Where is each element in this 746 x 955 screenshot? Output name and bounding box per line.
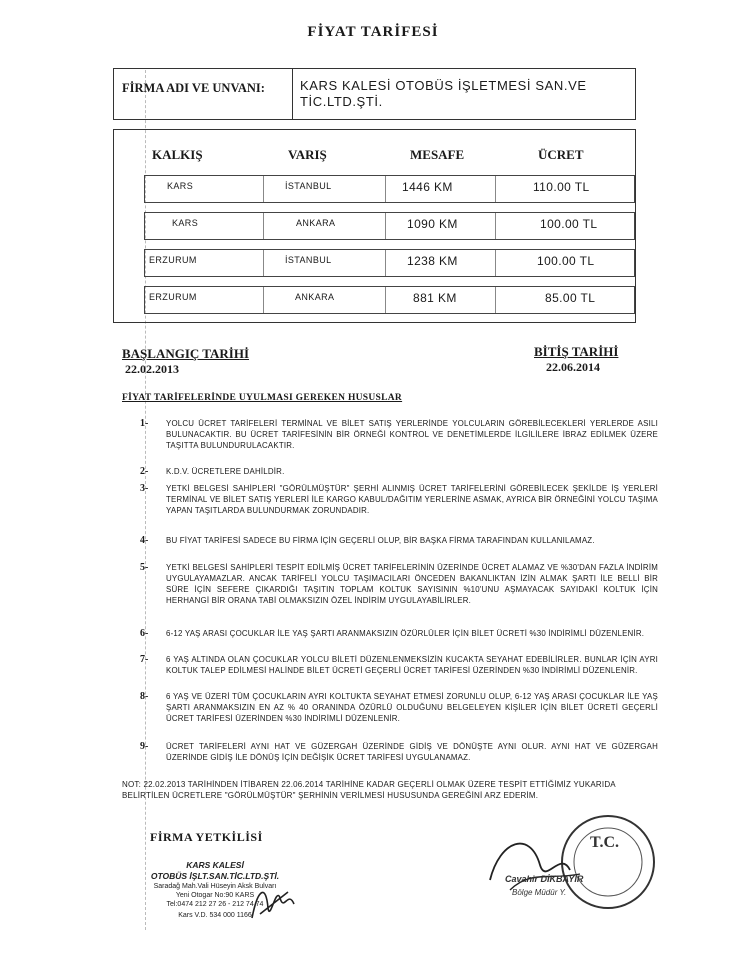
- column-divider: [385, 250, 386, 276]
- stamp-company-type: OTOBÜS İŞLT.SAN.TİC.LTD.ŞTİ.: [150, 871, 280, 881]
- rule-number: 1-: [140, 418, 149, 429]
- officer-name: Cavahir DİKBAYIR: [505, 874, 584, 884]
- rule-number: 6-: [140, 628, 149, 639]
- firm-divider: [292, 69, 293, 119]
- cell-distance: 1238 KM: [407, 254, 458, 268]
- table-row: [144, 175, 635, 203]
- end-date-label: BİTİŞ TARİHİ: [534, 344, 619, 359]
- handwritten-signature-icon: [248, 878, 300, 926]
- column-divider: [385, 176, 386, 202]
- rule-text: YETKİ BELGESİ SAHİPLERİ TESPİT EDİLMİŞ ÜCRET TARİFELERİNİN ÜZERİNDE ÜCRET ALAMAZ VE %30'DAN FAZLA İNDİRİM UYGULAYAMAZLAR. ANCAK TARİFELİ YOLCU TAŞIMACILARI ÖNCEDEN BAKANLIKTAN İZİN ALMAK ŞARTI İLE BELLİ BİR SÜRE İÇİN SEFERE ÇIKARDIĞI TAŞITIN TOPLAM KOLTUK SAYISININ %10'UNU AŞMAYACAK SAYIDAKİ KOLTUK İÇİN HERHANGİ BİR ORANA TABİ OLMAKSIZIN ÖZEL İNDİRİM UYGULAYABİLİRLER.: [166, 563, 658, 605]
- rules-heading: FİYAT TARİFELERİNDE UYULMASI GEREKEN HUSUSLAR: [122, 393, 403, 403]
- table-row: [144, 286, 635, 314]
- cell-departure: KARS: [172, 218, 199, 228]
- document-title: FİYAT TARİFESİ: [307, 24, 439, 40]
- rule-number: 2-: [140, 466, 149, 477]
- rule-text: K.D.V. ÜCRETLERE DAHİLDİR.: [166, 467, 285, 476]
- rule-number: 8-: [140, 691, 149, 702]
- company-stamp: [130, 860, 300, 930]
- official-stamp: [470, 810, 670, 930]
- end-date-value: 22.06.2014: [546, 360, 600, 374]
- cell-distance: 881 KM: [413, 291, 457, 305]
- stamp-tax-line: Kars V.D. 534 000 1166: [178, 912, 252, 919]
- column-divider: [385, 213, 386, 239]
- cell-distance: 1446 KM: [402, 180, 453, 194]
- cell-arrival: ANKARA: [296, 218, 336, 228]
- rule-number: 3-: [140, 483, 149, 494]
- column-divider: [385, 287, 386, 313]
- header-fare: ÜCRET: [538, 147, 584, 162]
- rule-text: YOLCU ÜCRET TARİFELERİ TERMİNAL VE BİLET SATIŞ YERLERİNDE YOLCULARIN GÖREBİLECEKLERİ YERLERDE ASILI BULUNACAKTIR. BU ÜCRET TARİFESİNİN BİR ÖRNEĞİ KONTROL VE DENETİMLERDE İLGİLİLERE İBRAZ EDİLMEK ÜZERE TAŞITTA BULUNDURULACAKTIR.: [166, 419, 658, 450]
- stamp-address-line: Yeni Otogar No:90 KARS: [175, 892, 255, 899]
- cell-fare: 100.00 TL: [537, 254, 595, 268]
- header-distance: MESAFE: [410, 147, 465, 162]
- rule-text: 6-12 YAŞ ARASI ÇOCUKLAR İLE YAŞ ŞARTI ARANMAKSIZIN ÖZÜRLÜLER İÇİN BİLET ÜCRETİ %30 İNDİRİMLİ DÜZENLENİR.: [166, 629, 645, 638]
- column-divider: [495, 213, 496, 239]
- rule-text: BU FİYAT TARİFESİ SADECE BU FİRMA İÇİN GEÇERLİ OLUP, BİR BAŞKA FİRMA TARAFINDAN KULLANILAMAZ.: [166, 536, 595, 545]
- signatory-label: FİRMA YETKİLİSİ: [150, 830, 263, 844]
- header-arrival: VARIŞ: [288, 147, 327, 162]
- official-seal-icon: [470, 810, 670, 930]
- column-divider: [495, 287, 496, 313]
- rule-text: ÜCRET TARİFELERİ AYNI HAT VE GÜZERGAH ÜZERİNDE GİDİŞ VE DÖNÜŞTE AYNI OLUR. AYNI HAT VE GÜZERGAH ÜZERİNDE GİDİŞ İLE DÖNÜŞ İÇİN DEĞİŞİK ÜCRET TARİFESİ UYGULANAMAZ.: [166, 742, 658, 762]
- cell-departure: ERZURUM: [149, 292, 197, 302]
- cell-departure: ERZURUM: [149, 255, 197, 265]
- rule-number: 9-: [140, 741, 149, 752]
- cell-fare: 110.00 TL: [533, 180, 590, 194]
- start-date-label: BAŞLANGIÇ TARİHİ: [122, 346, 250, 361]
- start-date-value: 22.02.2013: [125, 362, 179, 376]
- cell-distance: 1090 KM: [407, 217, 458, 231]
- column-divider: [495, 176, 496, 202]
- column-divider: [263, 213, 264, 239]
- table-row: [144, 249, 635, 277]
- column-divider: [263, 250, 264, 276]
- stamp-phone-line: Tel:0474 212 27 26 - 212 74 74: [166, 901, 264, 908]
- cell-arrival: İSTANBUL: [285, 181, 332, 191]
- column-divider: [495, 250, 496, 276]
- rule-text: YETKİ BELGESİ SAHİPLERİ "GÖRÜLMÜŞTÜR" ŞERHİ ALINMIŞ ÜCRET TARİFELERİNİ GÖREBİLECEK ŞEKİLDE İŞ YERLERİ TERMİNAL VE BİLET SATIŞ YERLERİ İLE KARGO KABUL/DAĞITIM YERLERİNE ASMAK, AYRICA BİR ÖRNEĞİNİ YOLCU TAŞIMA YAPAN TAŞITLARDA BULUNDURMAK ZORUNDADIR.: [166, 484, 658, 515]
- rule-text: 6 YAŞ VE ÜZERİ TÜM ÇOCUKLARIN AYRI KOLTUKTA SEYAHAT ETMESİ ZORUNLU OLUP, 6-12 YAŞ ARASI ÇOCUKLAR İLE YAŞ ŞARTI ARANMAKSIZIN EN AZ % 40 ORANINDA ÖZÜRLÜ OLDUĞUNU BELGELEYEN KİŞİLER İÇİN BİLET ÜCRETİ GEÇERLİ ÜCRET TARİFESİ ÜZERİNDEN %30 İNDİRİMLİ DÜZENLENİR.: [166, 692, 658, 723]
- firm-info-box: [113, 68, 636, 120]
- cell-arrival: ANKARA: [295, 292, 335, 302]
- firm-name-label: FİRMA ADI VE UNVANI:: [122, 81, 265, 95]
- note-paragraph: NOT: 22.02.2013 TARİHİNDEN İTİBAREN 22.06.2014 TARİHİNE KADAR GEÇERLİ OLMAK ÜZERE TESPİT ETTİĞİMİZ YUKARIDA BELİRTİLEN ÜCRETLERE "GÖRÜLMÜŞTÜR" ŞERHİNİN VERİLMESİ HUSUSUNDA GEREĞİNİ ARZ EDERİM.: [122, 780, 616, 800]
- firm-name-value: KARS KALESİ OTOBÜS İŞLETMESİ SAN.VE TİC.LTD.ŞTİ.: [300, 78, 587, 109]
- cell-fare: 85.00 TL: [545, 291, 596, 305]
- header-departure: KALKIŞ: [152, 147, 203, 162]
- stamp-company-name: KARS KALESİ: [186, 860, 244, 870]
- rule-text: 6 YAŞ ALTINDA OLAN ÇOCUKLAR YOLCU BİLETİ DÜZENLENMEKSİZİN KUCAKTA SEYAHAT EDEBİLİRLER. BUNLAR İÇİN AYRI KOLTUK TALEP EDİLMESİ HALİNDE BİLET ÜCRETİ GEÇERLİ ÜCRET TARİFESİ ÜZERİNDEN %30 İNDİRİMLİ DÜZENLENİR.: [166, 655, 658, 675]
- cell-fare: 100.00 TL: [540, 217, 598, 231]
- fare-table: [113, 129, 636, 323]
- table-row: [144, 212, 635, 240]
- cell-departure: KARS: [167, 181, 194, 191]
- column-divider: [263, 287, 264, 313]
- officer-title: Bölge Müdür Y.: [512, 888, 567, 897]
- rule-number: 5-: [140, 562, 149, 573]
- rule-number: 4-: [140, 535, 149, 546]
- seal-text: T.C.: [590, 834, 620, 851]
- rule-number: 7-: [140, 654, 149, 665]
- stamp-address-line: Saradağ Mah.Vali Hüseyin Aksk Bulvarı: [153, 883, 277, 890]
- cell-arrival: İSTANBUL: [285, 255, 332, 265]
- column-divider: [263, 176, 264, 202]
